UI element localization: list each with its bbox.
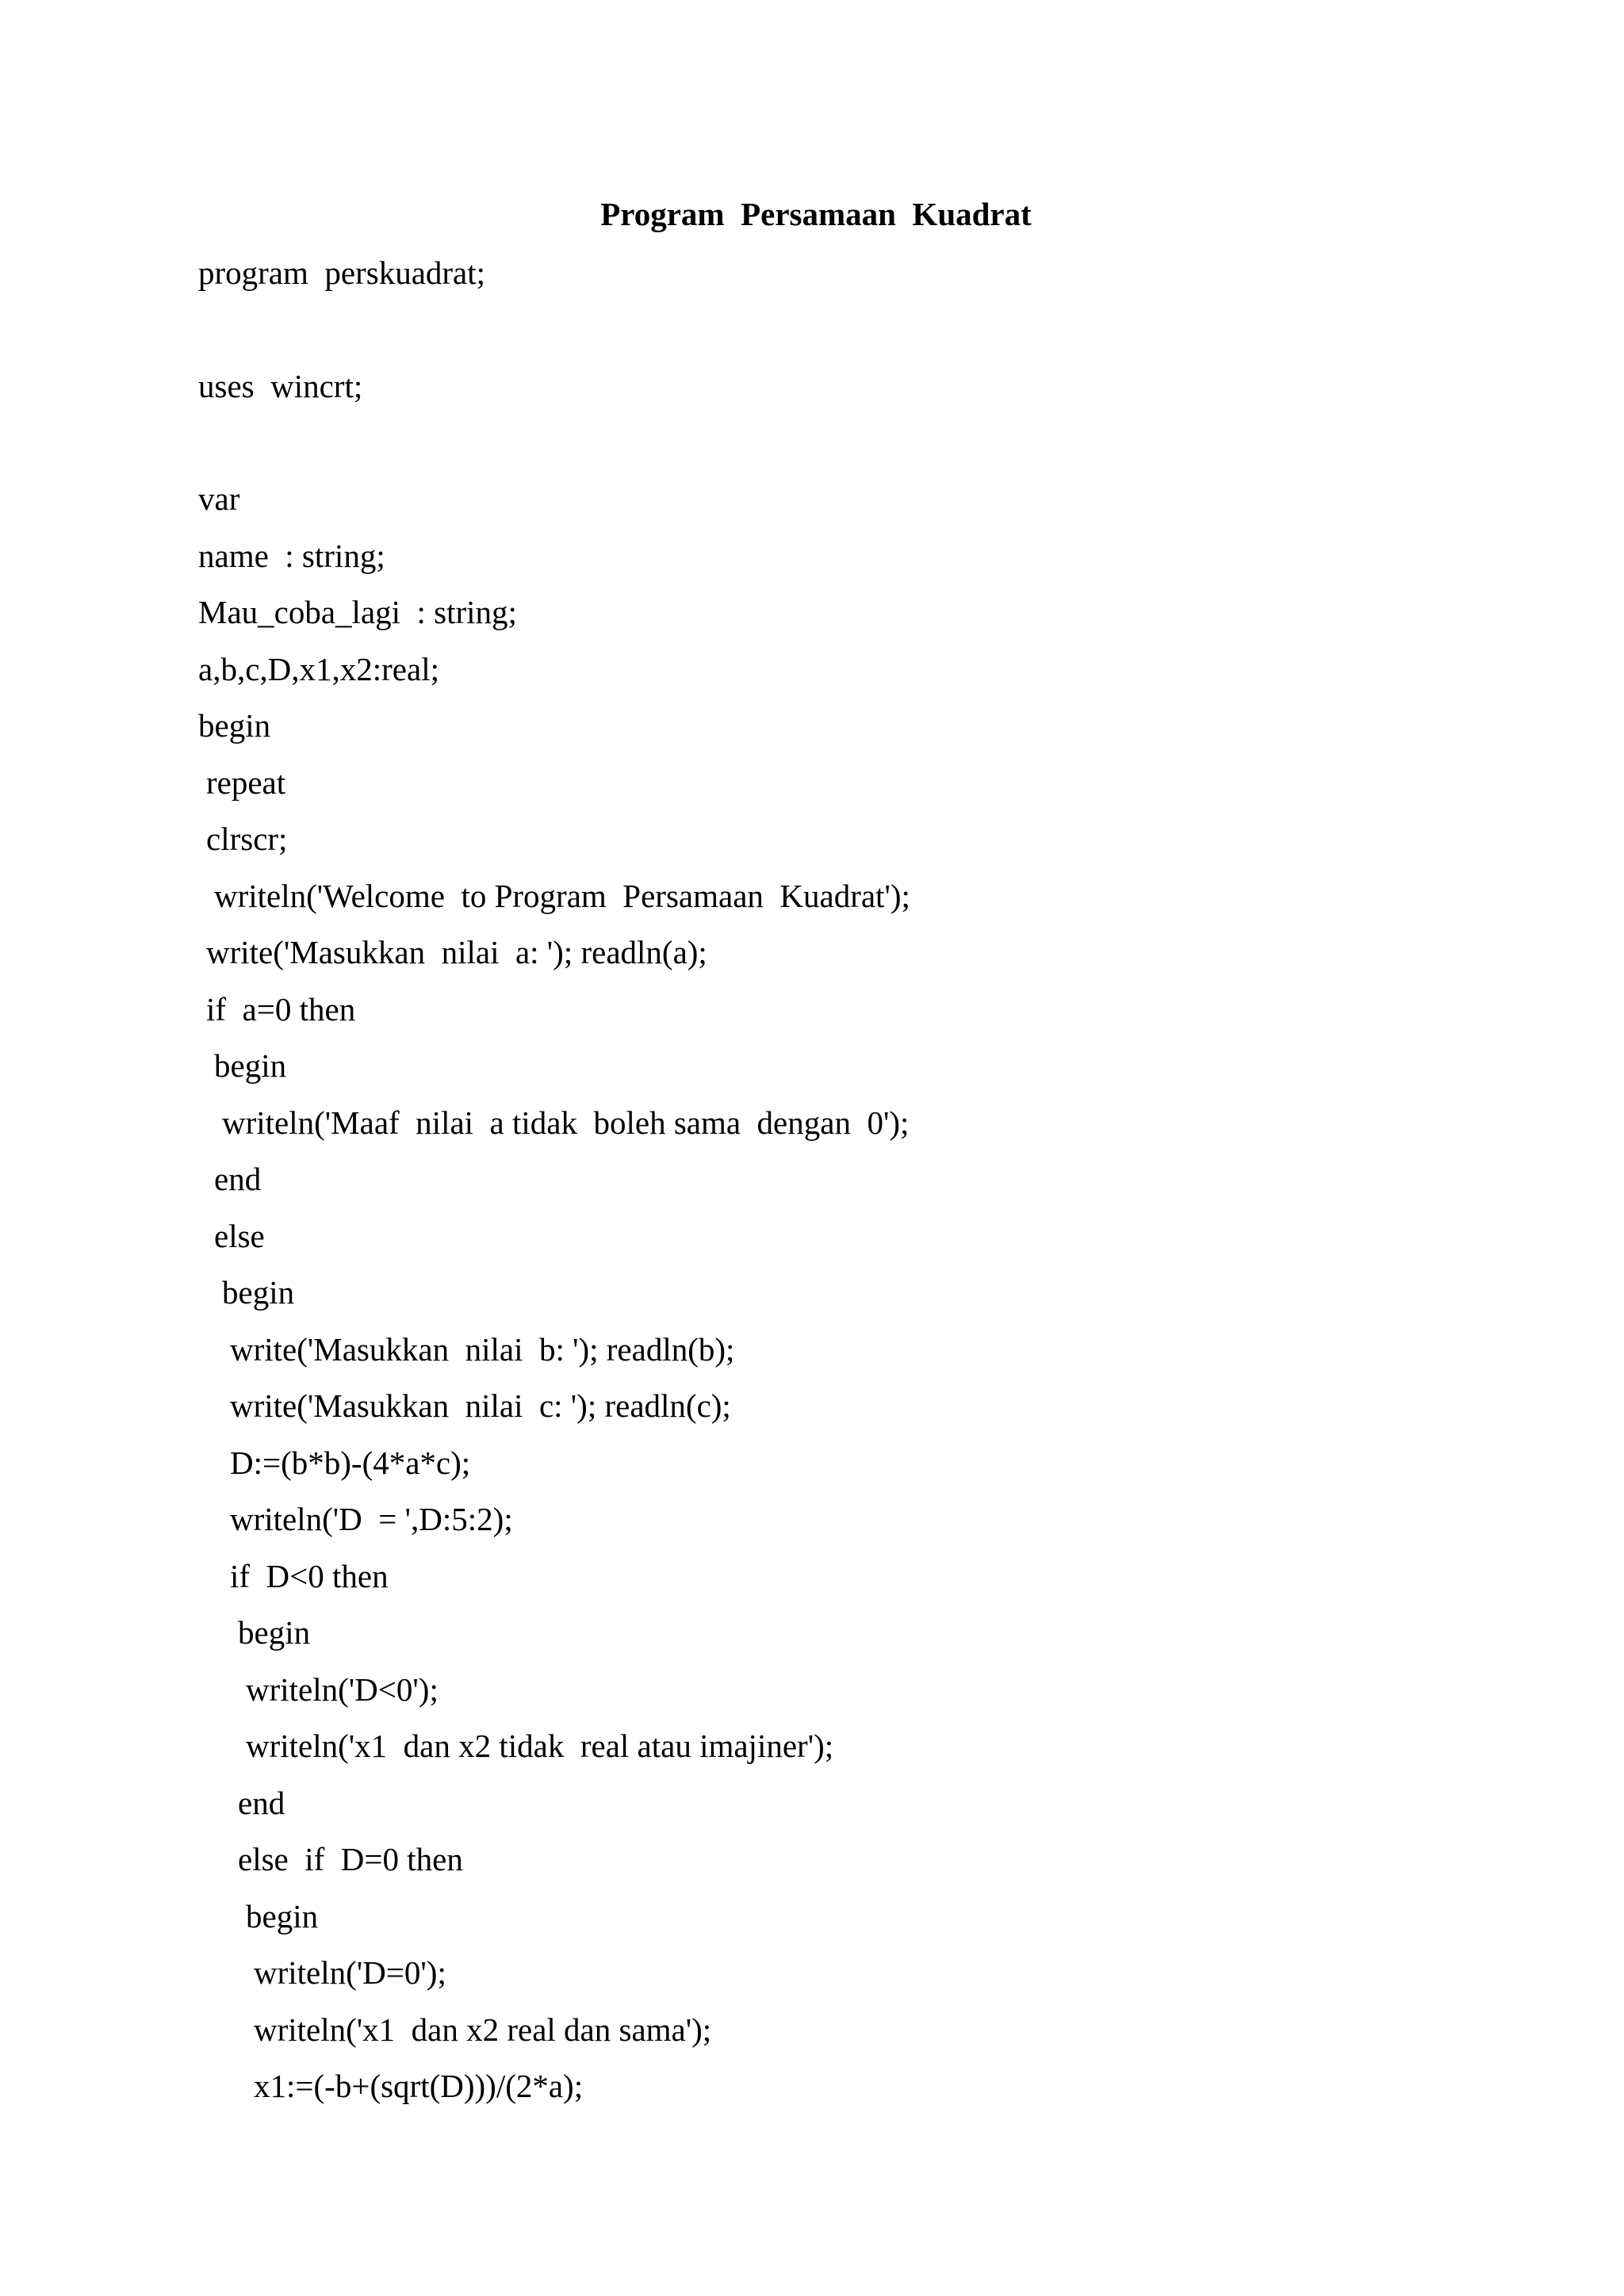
code-line: writeln('Maaf nilai a tidak boleh sama dengan 0'); <box>222 1104 910 1141</box>
code-line: if D<0 then <box>230 1558 389 1594</box>
code-line: writeln('Welcome to Program Persamaan Kuadrat'); <box>214 878 910 914</box>
code-line: if a=0 then <box>206 991 356 1027</box>
code-line: end <box>238 1785 285 1821</box>
code-line: clrscr; <box>206 821 288 857</box>
code-line: Mau_coba_lagi : string; <box>198 594 517 630</box>
code-line: end <box>214 1161 262 1197</box>
code-line: name : string; <box>198 538 385 574</box>
code-line: writeln('D = ',D:5:2); <box>230 1501 513 1537</box>
code-line: begin <box>198 707 271 744</box>
code-line: var <box>198 480 240 517</box>
code-line: repeat <box>206 764 286 801</box>
code-line: writeln('D=0'); <box>254 1954 446 1991</box>
code-line: x1:=(-b+(sqrt(D)))/(2*a); <box>254 2068 584 2104</box>
code-line: begin <box>222 1274 295 1311</box>
code-line: writeln('x1 dan x2 tidak real atau imajiner'); <box>246 1728 834 1764</box>
code-line: write('Masukkan nilai c: '); readln(c); <box>230 1387 731 1424</box>
code-line: a,b,c,D,x1,x2:real; <box>198 651 439 687</box>
document-title: Program Persamaan Kuadrat <box>600 196 1032 232</box>
code-line: program perskuadrat; <box>198 254 486 291</box>
code-line: else <box>214 1218 265 1254</box>
code-line: D:=(b*b)-(4*a*c); <box>230 1445 471 1481</box>
code-line: write('Masukkan nilai a: '); readln(a); <box>206 934 707 970</box>
code-line: uses wincrt; <box>198 368 363 404</box>
code-line: begin <box>246 1898 319 1934</box>
code-line: else if D=0 then <box>238 1841 463 1877</box>
code-line: write('Masukkan nilai b: '); readln(b); <box>230 1331 735 1368</box>
code-line: begin <box>214 1047 287 1084</box>
code-line: writeln('D<0'); <box>246 1671 439 1708</box>
code-line: writeln('x1 dan x2 real dan sama'); <box>254 2011 712 2048</box>
code-line: begin <box>238 1614 311 1651</box>
